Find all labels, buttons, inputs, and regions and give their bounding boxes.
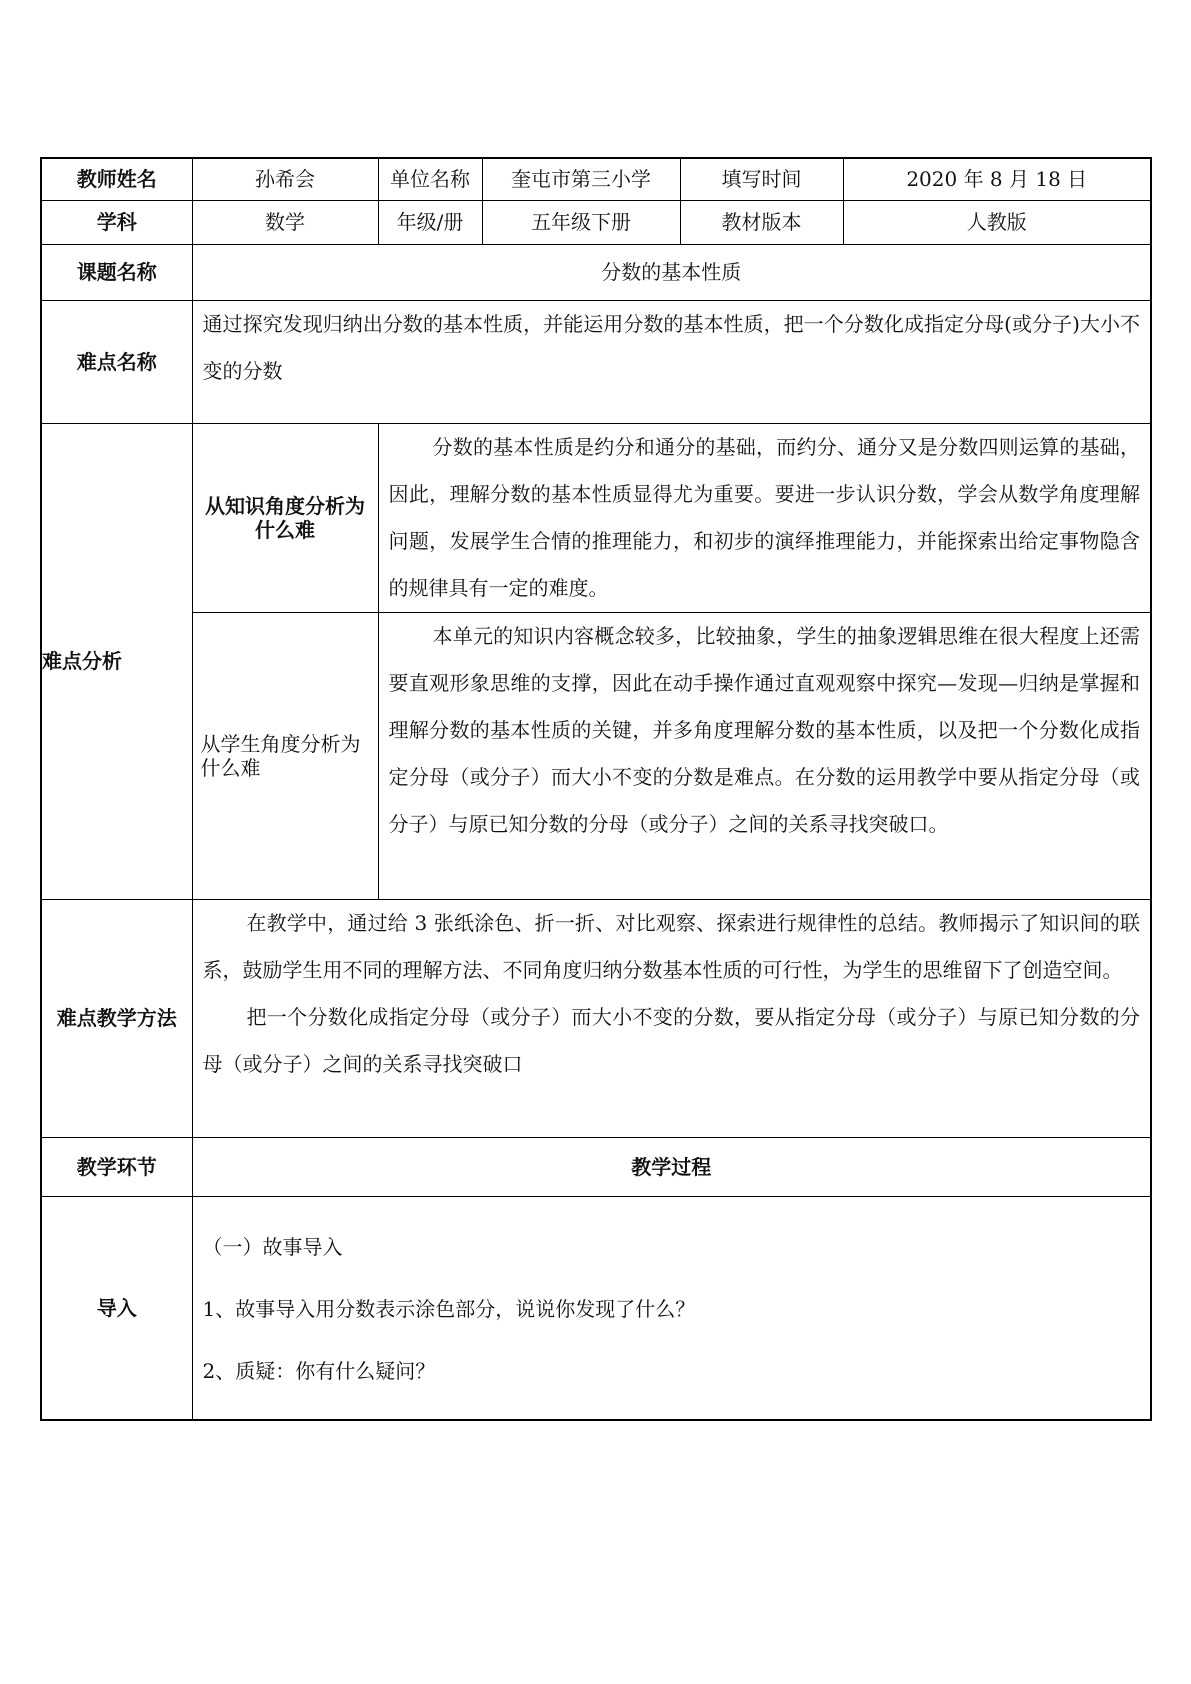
intro-line-1: （一）故事导入 [202,1234,343,1259]
subject-value: 数学 [192,200,378,244]
difficulty-text: 通过探究发现归纳出分数的基本性质，并能运用分数的基本性质，把一个分数化成指定分母(或分子)大小不变的分数 [202,311,1140,383]
subject-label: 学科 [41,200,192,244]
stage-header: 教学环节 [41,1137,192,1196]
method-row [41,899,1151,1137]
method-para-2: 把一个分数化成指定分母（或分子）而大小不变的分数，要从指定分母（或分子）与原已知分数的分母（或分子）之间的关系寻找突破口 [202,1004,1140,1076]
knowledge-cell [378,423,1151,612]
topic-value: 分数的基本性质 [192,244,1151,300]
stage-label: 导入 [41,1196,192,1420]
lesson-plan-table [40,157,1152,1421]
student-label: 从学生角度分析为什么难 [192,612,378,899]
analysis-row-student [41,612,1151,899]
knowledge-text: 分数的基本性质是约分和通分的基础，而约分、通分又是分数四则运算的基础，因此，理解分数的基本性质显得尤为重要。要进一步认识分数，学会从数学角度理解问题，发展学生合情的推理能力，和初步的演绎推理能力，并能探索出给定事物隐含的规律具有一定的难度。 [388,434,1140,600]
process-header: 教学过程 [192,1137,1151,1196]
lesson-plan-sheet [40,157,1150,1421]
grade-value: 五年级下册 [482,200,680,244]
analysis-row-knowledge [41,423,1151,612]
topic-label: 课题名称 [41,244,192,300]
method-para-1: 在教学中，通过给 3 张纸涂色、折一折、对比观察、探索进行规律性的总结。教师揭示了知识间的联系，鼓励学生用不同的理解方法、不同角度归纳分数基本性质的可行性，为学生的思维留下了创造空间。 [202,910,1140,982]
method-cell [192,899,1151,1137]
method-label: 难点教学方法 [41,899,192,1137]
analysis-label: 难点分析 [41,423,192,899]
intro-line-3: 2、质疑：你有什么疑问？ [202,1358,436,1383]
student-text: 本单元的知识内容概念较多，比较抽象，学生的抽象逻辑思维在很大程度上还需要直观形象思维的支撑，因此在动手操作通过直观观察中探究—发现—归纳是掌握和理解分数的基本性质的关键，并多角度理解分数的基本性质，以及把一个分数化成指定分母（或分子）而大小不变的分数是难点。在分数的运用教学中要从指定分母（或分子）与原已知分数的分母（或分子）之间的关系寻找突破口。 [388,623,1140,836]
edition-label: 教材版本 [680,200,843,244]
date-value: 2020 年 8 月 18 日 [843,158,1151,200]
intro-cell [192,1196,1151,1420]
knowledge-label: 从知识角度分析为什么难 [192,423,378,612]
intro-row [41,1196,1151,1420]
topic-row [41,244,1151,300]
edition-value: 人教版 [843,200,1151,244]
grade-label: 年级/册 [378,200,482,244]
teacher-label: 教师姓名 [41,158,192,200]
student-cell [378,612,1151,899]
intro-line-2: 1、故事导入用分数表示涂色部分，说说你发现了什么？ [202,1296,696,1321]
unit-value: 奎屯市第三小学 [482,158,680,200]
difficulty-row [41,300,1151,423]
unit-label: 单位名称 [378,158,482,200]
teacher-value: 孙希会 [192,158,378,200]
info-row-2 [41,200,1151,244]
difficulty-cell [192,300,1151,423]
info-row-1 [41,158,1151,200]
difficulty-label: 难点名称 [41,300,192,423]
date-label: 填写时间 [680,158,843,200]
process-header-row [41,1137,1151,1196]
